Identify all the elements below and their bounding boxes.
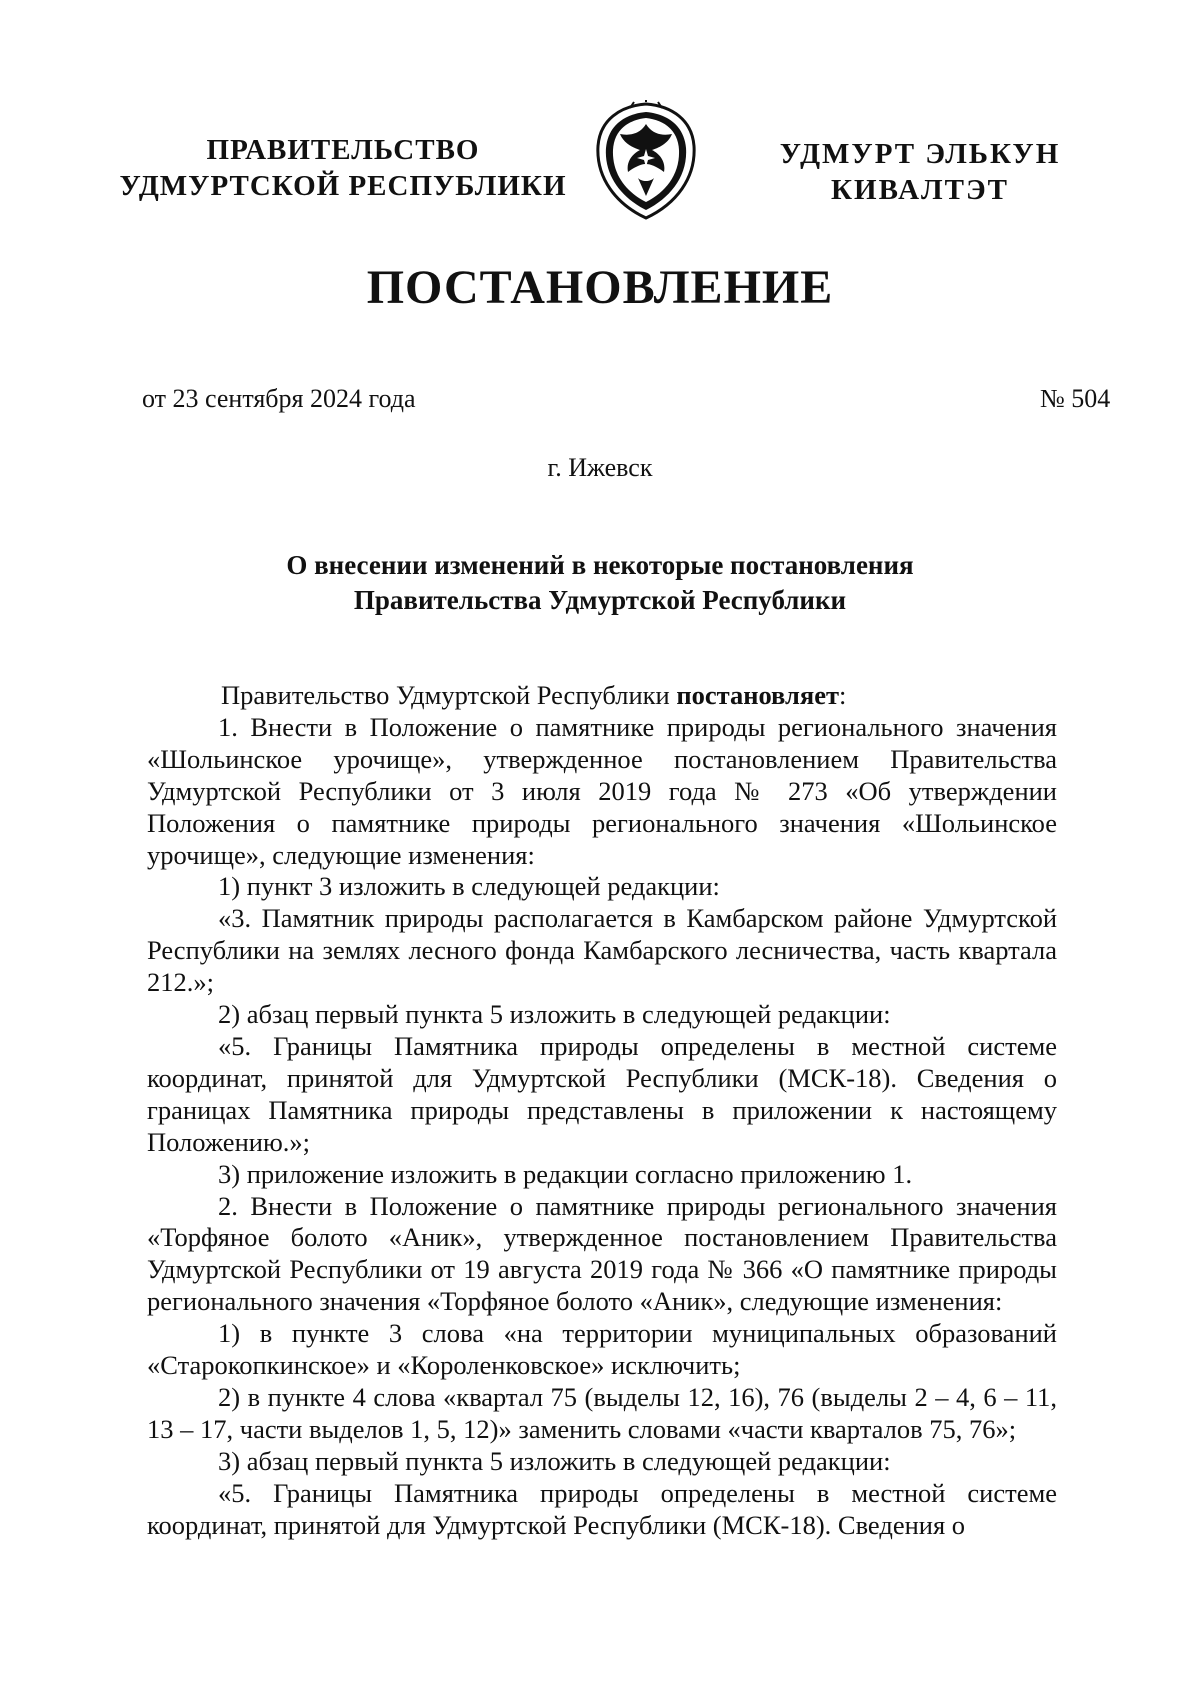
document-date: от 23 сентября 2024 года	[142, 384, 416, 413]
body-paragraph: 1. Внести в Положение о памятнике природы регионального значения «Шольинское урочище», утвержденное постановлением Правительства Удмуртской Республики от 3 июля 2019 года № 273 «Об утверждении Положения о памятнике природы регионального значения «Шольинское урочище», следующие изменения:	[147, 711, 1057, 870]
document-city: г. Ижевск	[547, 453, 653, 482]
document-subject	[140, 548, 1060, 618]
udmurtia-coat-of-arms-icon	[590, 100, 702, 222]
government-name-russian	[118, 132, 568, 204]
government-name-udmurt-line2: КИВАЛТЭТ	[830, 174, 1009, 206]
subject-line2: Правительства Удмуртской Республики	[353, 585, 847, 615]
body-paragraph: 3) абзац первый пункта 5 изложить в следующей редакции:	[218, 1445, 891, 1476]
body-paragraph: 2. Внести в Положение о памятнике природы регионального значения «Торфяное болото «Аник», утвержденное постановлением Правительства Удмуртской Республики от 19 августа 2019 года № 366 «О памятнике природы регионального значения «Торфяное болото «Аник», следующие изменения:	[147, 1190, 1057, 1317]
document-type-title: ПОСТАНОВЛЕНИЕ	[366, 261, 834, 314]
government-name-udmurt	[760, 136, 1080, 208]
document-body	[147, 680, 1057, 1541]
body-paragraph: 2) абзац первый пункта 5 изложить в следующей редакции:	[218, 999, 891, 1030]
government-name-udmurt-line1: УДМУРТ ЭЛЬКУН	[779, 138, 1061, 170]
government-name-line1: ПРАВИТЕЛЬСТВО	[206, 134, 480, 166]
body-paragraph: 2) в пункте 4 слова «квартал 75 (выделы 12, 16), 76 (выделы 2 – 4, 6 – 11, 13 – 17, части выделов 1, 5, 12)» заменить словами «части кварталов 75, 76»;	[147, 1381, 1057, 1444]
subject-line1: О внесении изменений в некоторые постановления	[286, 550, 914, 580]
intro-text: Правительство Удмуртской Республики	[221, 680, 677, 710]
document-number: № 504	[1040, 384, 1111, 413]
body-paragraph: «3. Памятник природы располагается в Камбарском районе Удмуртской Республики на землях лесного фонда Камбарского лесничества, часть квартала 212.»;	[147, 903, 1057, 998]
intro-verb: постановляет	[676, 680, 840, 710]
body-paragraph: «5. Границы Памятника природы определены в местной системе координат, принятой для Удмуртской Республики (МСК-18). Сведения о границах Памятника природы представлены в приложении к настоящему Положению.»;	[147, 1030, 1057, 1157]
intro-colon: :	[839, 680, 847, 710]
body-paragraph: 3) приложение изложить в редакции согласно приложению 1.	[218, 1158, 913, 1189]
body-paragraph: «5. Границы Памятника природы определены в местной системе координат, принятой для Удмуртской Республики (МСК-18). Сведения о	[147, 1477, 1057, 1540]
body-paragraph: 1) пункт 3 изложить в следующей редакции:	[218, 871, 720, 902]
intro-paragraph	[147, 680, 1057, 712]
body-paragraph: 1) в пункте 3 слова «на территории муниципальных образований «Старокопкинское» и «Короленковское» исключить;	[147, 1318, 1057, 1381]
government-name-line2: УДМУРТСКОЙ РЕСПУБЛИКИ	[119, 170, 567, 202]
